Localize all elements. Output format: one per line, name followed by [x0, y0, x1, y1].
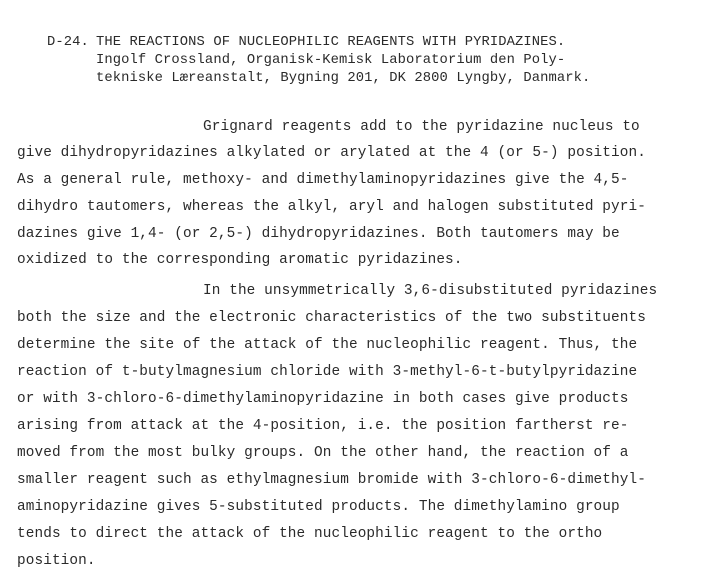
affiliation-line: Ingolf Crossland, Organisk-Kemisk Laboratorium den Poly-: [96, 53, 566, 68]
body-line: smaller reagent such as ethylmagnesium bromide with 3-chloro-6-dimethyl-: [17, 472, 646, 488]
body-line: dihydro tautomers, whereas the alkyl, aryl and halogen substituted pyri-: [17, 199, 646, 215]
body-line: dazines give 1,4- (or 2,5-) dihydropyridazines. Both tautomers may be: [17, 226, 620, 242]
abstract-title: THE REACTIONS OF NUCLEOPHILIC REAGENTS WITH PYRIDAZINES.: [96, 35, 566, 50]
body-line: or with 3-chloro-6-dimethylaminopyridazine in both cases give products: [17, 391, 629, 407]
affiliation-line: tekniske Læreanstalt, Bygning 201, DK 2800 Lyngby, Danmark.: [96, 71, 591, 86]
body-line: reaction of t-butylmagnesium chloride with 3-methyl-6-t-butylpyridazine: [17, 364, 638, 380]
body-line: As a general rule, methoxy- and dimethylaminopyridazines give the 4,5-: [17, 172, 629, 188]
abstract-number: D-24.: [47, 35, 89, 50]
body-line: oxidized to the corresponding aromatic pyridazines.: [17, 252, 463, 268]
body-line: aminopyridazine gives 5-substituted products. The dimethylamino group: [17, 499, 620, 515]
body-line: tends to direct the attack of the nucleophilic reagent to the ortho: [17, 526, 603, 542]
body-line: In the unsymmetrically 3,6-disubstituted pyridazines: [203, 283, 658, 299]
body-line: Grignard reagents add to the pyridazine nucleus to: [203, 119, 640, 135]
body-line: both the size and the electronic characteristics of the two substituents: [17, 310, 646, 326]
body-line: give dihydropyridazines alkylated or arylated at the 4 (or 5-) position.: [17, 145, 646, 161]
body-line: arising from attack at the 4-position, i.e. the position fartherst re-: [17, 418, 629, 434]
body-line: determine the site of the attack of the nucleophilic reagent. Thus, the: [17, 337, 638, 353]
body-line: position.: [17, 553, 96, 569]
body-line: moved from the most bulky groups. On the other hand, the reaction of a: [17, 445, 629, 461]
